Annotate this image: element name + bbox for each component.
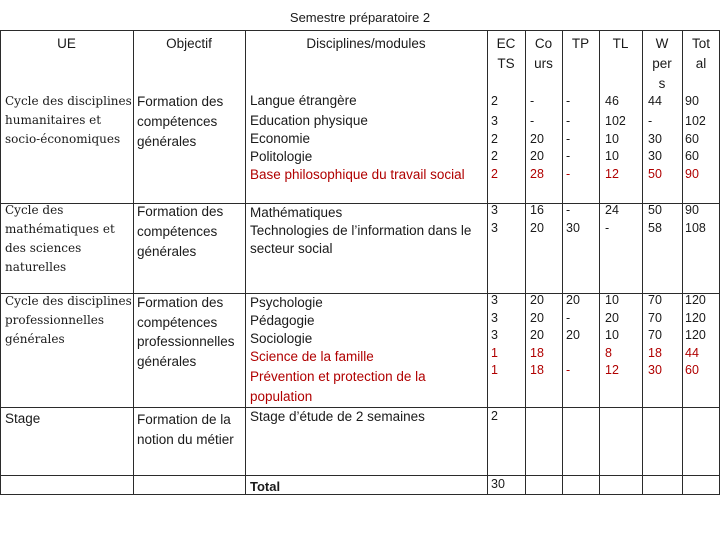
- curriculum-table: [0, 30, 720, 495]
- w-values: 44: [648, 94, 662, 108]
- tl-values: 102 10 10 12: [605, 114, 626, 181]
- discipline-name: Science de la famille: [250, 349, 374, 364]
- discipline-name: Mathématiques: [250, 205, 343, 220]
- tl-values: 46: [605, 94, 619, 108]
- ects-values: 3 3: [491, 203, 498, 235]
- discipline-name: Base philosophique du travail social: [250, 167, 465, 182]
- discipline-name: Stage d’étude de 2 semaines: [250, 409, 425, 424]
- discipline-name: Politologie: [250, 149, 313, 164]
- header-cours: Co urs: [534, 36, 553, 71]
- objectif-cell: Formation des compétences professionnelles générales: [137, 295, 235, 369]
- discipline-name: Technologies de l’information dans le: [250, 223, 472, 238]
- header-objectif: Objectif: [166, 36, 212, 51]
- discipline-name: Sociologie: [250, 331, 313, 346]
- cours-values: 20 20 20 18 18: [530, 293, 544, 377]
- page-title: Semestre préparatoire 2: [289, 10, 431, 25]
- w-values: 70 70 70 18 30: [648, 293, 662, 377]
- ects-values: 3 3 3 1 1: [491, 293, 498, 377]
- ue-cell: Stage: [5, 411, 41, 426]
- tp-values: -: [566, 363, 571, 377]
- ue-cell: Cycle des mathématiques et des sciences naturelles: [5, 203, 115, 274]
- total-label: Total: [250, 479, 281, 494]
- tp-values: -: [566, 94, 571, 108]
- discipline-name: Pédagogie: [250, 313, 315, 328]
- discipline-name: Education physique: [250, 113, 368, 128]
- discipline-names: [250, 91, 357, 111]
- header-ects: EC TS: [496, 36, 516, 71]
- total-ects: 30: [491, 477, 505, 491]
- discipline-name: population: [250, 389, 313, 404]
- discipline-name: Prévention et protection de la: [250, 369, 426, 384]
- discipline-names: [250, 408, 425, 426]
- header-tl: TL: [612, 36, 629, 51]
- discipline-name: secteur social: [250, 241, 333, 256]
- w-values: - 30 30 50: [648, 114, 662, 181]
- ects-values: 2: [491, 94, 498, 108]
- ue-cell: Cycle des disciplines humanitaires et socio-économiques: [5, 94, 132, 146]
- cours-values: - 20 20 28: [530, 114, 544, 181]
- ects-values: 3 2 2 2: [491, 114, 498, 181]
- cours-values: 16 20: [530, 203, 544, 235]
- header-total: Tot al: [691, 36, 710, 71]
- discipline-names: [250, 204, 471, 258]
- discipline-name: Economie: [250, 131, 311, 146]
- ects-values: 2: [491, 409, 498, 423]
- objectif-cell: Formation de la notion du métier: [137, 412, 234, 447]
- header-w: W per s: [652, 36, 672, 91]
- cours-values: -: [530, 94, 535, 108]
- header-ue: UE: [57, 36, 76, 51]
- tl-values: 24 -: [605, 203, 619, 235]
- discipline-names: [250, 294, 426, 406]
- objectif-cell: Formation des compétences générales: [137, 204, 224, 259]
- total-values: 120 120 120 44 60: [685, 293, 706, 377]
- ue-cell: Cycle des disciplines professionnelles générales: [5, 294, 132, 346]
- tp-values: 20 - 20: [566, 293, 580, 342]
- objectif-cell: Formation des compétences générales: [137, 94, 224, 149]
- tp-values: - - - -: [566, 114, 571, 181]
- total-values: 102 60 60 90: [685, 114, 706, 181]
- discipline-name: Langue étrangère: [250, 93, 357, 108]
- total-values: 90: [685, 94, 699, 108]
- discipline-names: [250, 112, 465, 184]
- header-disciplines: Disciplines/modules: [306, 36, 426, 51]
- header-tp: TP: [571, 36, 590, 51]
- w-values: 50 58: [648, 203, 662, 235]
- discipline-name: Psychologie: [250, 295, 323, 310]
- tp-values: - 30: [566, 203, 580, 235]
- total-values: 90 108: [685, 203, 706, 235]
- tl-values: 10 20 10 8 12: [605, 293, 619, 377]
